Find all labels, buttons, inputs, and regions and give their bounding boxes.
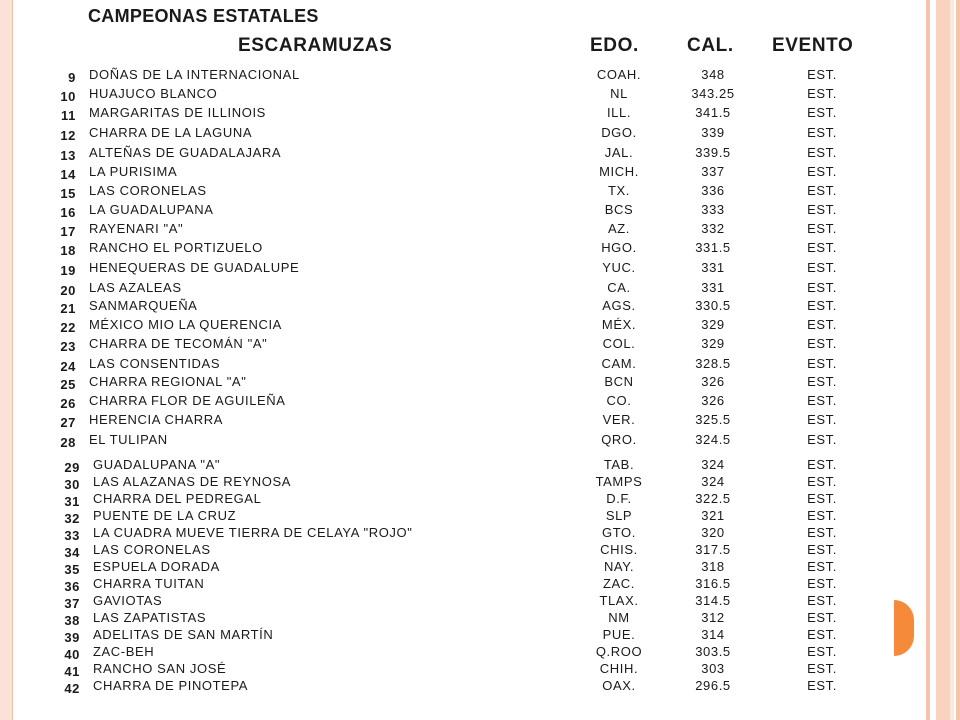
row-number: 41	[64, 664, 80, 679]
table-row	[0, 491, 900, 509]
row-event: EST.	[807, 593, 837, 608]
row-number: 9	[68, 70, 76, 85]
table-row	[0, 67, 900, 85]
row-event: EST.	[807, 432, 837, 447]
row-event: EST.	[807, 67, 837, 82]
row-name: RANCHO EL PORTIZUELO	[89, 240, 263, 255]
row-state: MICH.	[599, 164, 639, 179]
row-number: 24	[60, 359, 76, 374]
row-event: EST.	[807, 356, 837, 371]
row-number: 28	[60, 435, 76, 450]
row-event: EST.	[807, 221, 837, 236]
row-score: 303.5	[695, 644, 731, 659]
row-number: 25	[60, 377, 76, 392]
row-state: TAB.	[603, 457, 635, 472]
row-name: LAS AZALEAS	[89, 280, 182, 295]
row-score: 339	[701, 125, 725, 140]
row-number: 10	[60, 89, 76, 104]
row-state: SLP	[605, 508, 633, 523]
row-event: EST.	[807, 393, 837, 408]
row-score: 337	[701, 164, 725, 179]
row-state: OAX.	[602, 678, 636, 693]
row-score: 317.5	[695, 542, 731, 557]
row-score: 339.5	[695, 145, 731, 160]
row-number: 42	[64, 681, 80, 696]
row-event: EST.	[807, 457, 837, 472]
table-row	[0, 412, 900, 430]
row-score: 321	[701, 508, 725, 523]
row-score: 348	[701, 67, 725, 82]
row-state: ILL.	[606, 105, 632, 120]
row-name: LA GUADALUPANA	[89, 202, 214, 217]
row-number: 40	[64, 647, 80, 662]
row-score: 326	[701, 393, 725, 408]
row-name: LAS CONSENTIDAS	[89, 356, 221, 371]
table-row	[0, 474, 900, 492]
column-header-cal: CAL.	[687, 35, 734, 56]
table-row	[0, 644, 900, 662]
row-number: 37	[64, 596, 80, 611]
row-score: 296.5	[695, 678, 731, 693]
row-number: 14	[60, 167, 76, 182]
row-event: EST.	[807, 576, 837, 591]
table-row	[0, 678, 900, 696]
row-event: EST.	[807, 317, 837, 332]
row-state: NAY.	[603, 559, 635, 574]
row-number: 18	[60, 243, 76, 258]
row-event: EST.	[807, 260, 837, 275]
row-state: CHIH.	[599, 661, 639, 676]
row-score: 343.25	[691, 86, 735, 101]
row-number: 11	[61, 108, 76, 123]
table-row	[0, 356, 900, 374]
row-state: CAM.	[601, 356, 637, 371]
row-event: EST.	[807, 280, 837, 295]
table-row	[0, 432, 900, 450]
row-name: RAYENARI "A"	[89, 221, 184, 236]
row-state: TLAX.	[599, 593, 639, 608]
table-row	[0, 559, 900, 577]
row-event: EST.	[807, 202, 837, 217]
row-state: AZ.	[607, 221, 631, 236]
row-event: EST.	[807, 474, 837, 489]
table-row	[0, 183, 900, 201]
row-state: TX.	[607, 183, 631, 198]
row-number: 33	[64, 528, 80, 543]
row-name: CHARRA DEL PEDREGAL	[93, 491, 262, 506]
row-state: GTO.	[602, 525, 636, 540]
row-number: 30	[64, 477, 80, 492]
table-row	[0, 542, 900, 560]
table-row	[0, 393, 900, 411]
row-score: 331	[701, 280, 725, 295]
row-event: EST.	[807, 298, 837, 313]
row-state: AGS.	[602, 298, 636, 313]
table-row	[0, 145, 900, 163]
row-state: COAH.	[596, 67, 642, 82]
row-name: HENEQUERAS DE GUADALUPE	[89, 260, 300, 275]
row-event: EST.	[807, 374, 837, 389]
row-score: 326	[701, 374, 725, 389]
row-score: 332	[701, 221, 725, 236]
row-event: EST.	[807, 412, 837, 427]
row-number: 36	[64, 579, 80, 594]
row-name: LAS ALAZANAS DE REYNOSA	[93, 474, 292, 489]
row-number: 26	[60, 396, 76, 411]
row-state: QRO.	[601, 432, 637, 447]
table-row	[0, 593, 900, 611]
table-row	[0, 298, 900, 316]
row-name: LAS CORONELAS	[93, 542, 211, 557]
right-stripe-decoration	[920, 0, 960, 720]
row-event: EST.	[807, 491, 837, 506]
row-score: 325.5	[695, 412, 731, 427]
row-number: 29	[64, 460, 80, 475]
row-state: TAMPS	[595, 474, 643, 489]
row-state: COL.	[602, 336, 636, 351]
row-name: ESPUELA DORADA	[93, 559, 220, 574]
row-score: 320	[701, 525, 725, 540]
table-row	[0, 240, 900, 258]
row-name: ZAC-BEH	[93, 644, 155, 659]
row-number: 34	[64, 545, 80, 560]
row-name: PUENTE DE LA CRUZ	[93, 508, 237, 523]
row-name: ALTEÑAS DE GUADALAJARA	[89, 145, 282, 160]
table-row	[0, 374, 900, 392]
row-event: EST.	[807, 644, 837, 659]
row-state: D.F.	[606, 491, 632, 506]
table-row	[0, 576, 900, 594]
row-number: 12	[60, 128, 76, 143]
row-score: 336	[701, 183, 725, 198]
row-name: GUADALUPANA "A"	[93, 457, 221, 472]
row-score: 331.5	[695, 240, 731, 255]
row-name: CHARRA REGIONAL "A"	[89, 374, 247, 389]
row-state: NL	[610, 86, 628, 101]
row-score: 324	[701, 474, 725, 489]
row-event: EST.	[807, 145, 837, 160]
row-name: MÉXICO MIO LA QUERENCIA	[89, 317, 282, 332]
row-number: 38	[64, 613, 80, 628]
row-name: LA CUADRA MUEVE TIERRA DE CELAYA "ROJO"	[93, 525, 413, 540]
row-state: ZAC.	[602, 576, 635, 591]
row-name: EL TULIPAN	[89, 432, 168, 447]
row-event: EST.	[807, 678, 837, 693]
table-row	[0, 105, 900, 123]
row-score: 324.5	[695, 432, 731, 447]
row-score: 328.5	[695, 356, 731, 371]
table-row	[0, 202, 900, 220]
row-name: MARGARITAS DE ILLINOIS	[89, 105, 266, 120]
table-row	[0, 221, 900, 239]
row-event: EST.	[807, 164, 837, 179]
row-number: 23	[60, 339, 76, 354]
row-score: 322.5	[695, 491, 731, 506]
row-score: 330.5	[695, 298, 731, 313]
row-state: HGO.	[601, 240, 637, 255]
row-state: BCS	[604, 202, 634, 217]
table-row	[0, 260, 900, 278]
column-header-edo: EDO.	[590, 35, 639, 56]
row-event: EST.	[807, 240, 837, 255]
row-score: 314	[701, 627, 725, 642]
row-name: CHARRA FLOR DE AGUILEÑA	[89, 393, 286, 408]
page-title: CAMPEONAS ESTATALES	[88, 6, 319, 26]
row-number: 19	[60, 263, 76, 278]
row-state: VER.	[602, 412, 636, 427]
row-score: 324	[701, 457, 725, 472]
row-state: CO.	[606, 393, 632, 408]
row-score: 331	[701, 260, 725, 275]
column-header-name: ESCARAMUZAS	[238, 35, 393, 56]
row-name: CHARRA DE TECOMÁN "A"	[89, 336, 268, 351]
row-number: 31	[64, 494, 80, 509]
row-name: LAS ZAPATISTAS	[93, 610, 207, 625]
row-state: YUC.	[602, 260, 636, 275]
row-name: ADELITAS DE SAN MARTÍN	[93, 627, 274, 642]
row-number: 22	[60, 320, 76, 335]
row-name: HERENCIA CHARRA	[89, 412, 223, 427]
row-number: 16	[60, 205, 76, 220]
row-score: 314.5	[695, 593, 731, 608]
table-row	[0, 280, 900, 298]
table-row	[0, 86, 900, 104]
row-score: 333	[701, 202, 725, 217]
row-name: CHARRA TUITAN	[93, 576, 205, 591]
row-event: EST.	[807, 183, 837, 198]
row-event: EST.	[807, 542, 837, 557]
row-event: EST.	[807, 525, 837, 540]
row-number: 17	[60, 224, 76, 239]
row-number: 27	[60, 415, 76, 430]
row-name: LAS CORONELAS	[89, 183, 207, 198]
table-row	[0, 661, 900, 679]
row-event: EST.	[807, 86, 837, 101]
row-number: 35	[64, 562, 80, 577]
table-row	[0, 164, 900, 182]
table-row	[0, 627, 900, 645]
row-score: 329	[701, 317, 725, 332]
row-number: 13	[60, 148, 76, 163]
row-number: 32	[64, 511, 80, 526]
row-event: EST.	[807, 336, 837, 351]
row-event: EST.	[807, 125, 837, 140]
row-score: 303	[701, 661, 725, 676]
row-name: CHARRA DE LA LAGUNA	[89, 125, 253, 140]
row-state: CA.	[607, 280, 631, 295]
row-name: GAVIOTAS	[93, 593, 163, 608]
row-event: EST.	[807, 610, 837, 625]
row-name: LA PURISIMA	[89, 164, 178, 179]
table-row	[0, 610, 900, 628]
row-name: CHARRA DE PINOTEPA	[93, 678, 249, 693]
row-score: 318	[701, 559, 725, 574]
row-event: EST.	[807, 508, 837, 523]
table-row	[0, 508, 900, 526]
row-number: 15	[60, 186, 76, 201]
row-state: DGO.	[601, 125, 637, 140]
row-state: PUE.	[602, 627, 636, 642]
table-row	[0, 125, 900, 143]
row-number: 21	[60, 301, 76, 316]
row-state: NM	[608, 610, 630, 625]
row-name: RANCHO SAN JOSÉ	[93, 661, 227, 676]
row-event: EST.	[807, 105, 837, 120]
row-name: HUAJUCO BLANCO	[89, 86, 218, 101]
table-row	[0, 525, 900, 543]
row-state: JAL.	[604, 145, 634, 160]
table-row	[0, 317, 900, 335]
row-event: EST.	[807, 627, 837, 642]
row-event: EST.	[807, 661, 837, 676]
row-number: 39	[64, 630, 80, 645]
row-score: 312	[701, 610, 725, 625]
row-name: SANMARQUEÑA	[89, 298, 198, 313]
row-score: 329	[701, 336, 725, 351]
row-state: MÉX.	[601, 317, 637, 332]
table-row	[0, 336, 900, 354]
row-number: 20	[60, 283, 76, 298]
row-name: DOÑAS DE LA INTERNACIONAL	[89, 67, 300, 82]
column-header-evento: EVENTO	[772, 35, 854, 56]
row-state: BCN	[604, 374, 634, 389]
row-state: Q.ROO	[595, 644, 643, 659]
table-row	[0, 457, 900, 475]
row-score: 316.5	[695, 576, 731, 591]
row-state: CHIS.	[600, 542, 638, 557]
row-event: EST.	[807, 559, 837, 574]
row-score: 341.5	[695, 105, 731, 120]
